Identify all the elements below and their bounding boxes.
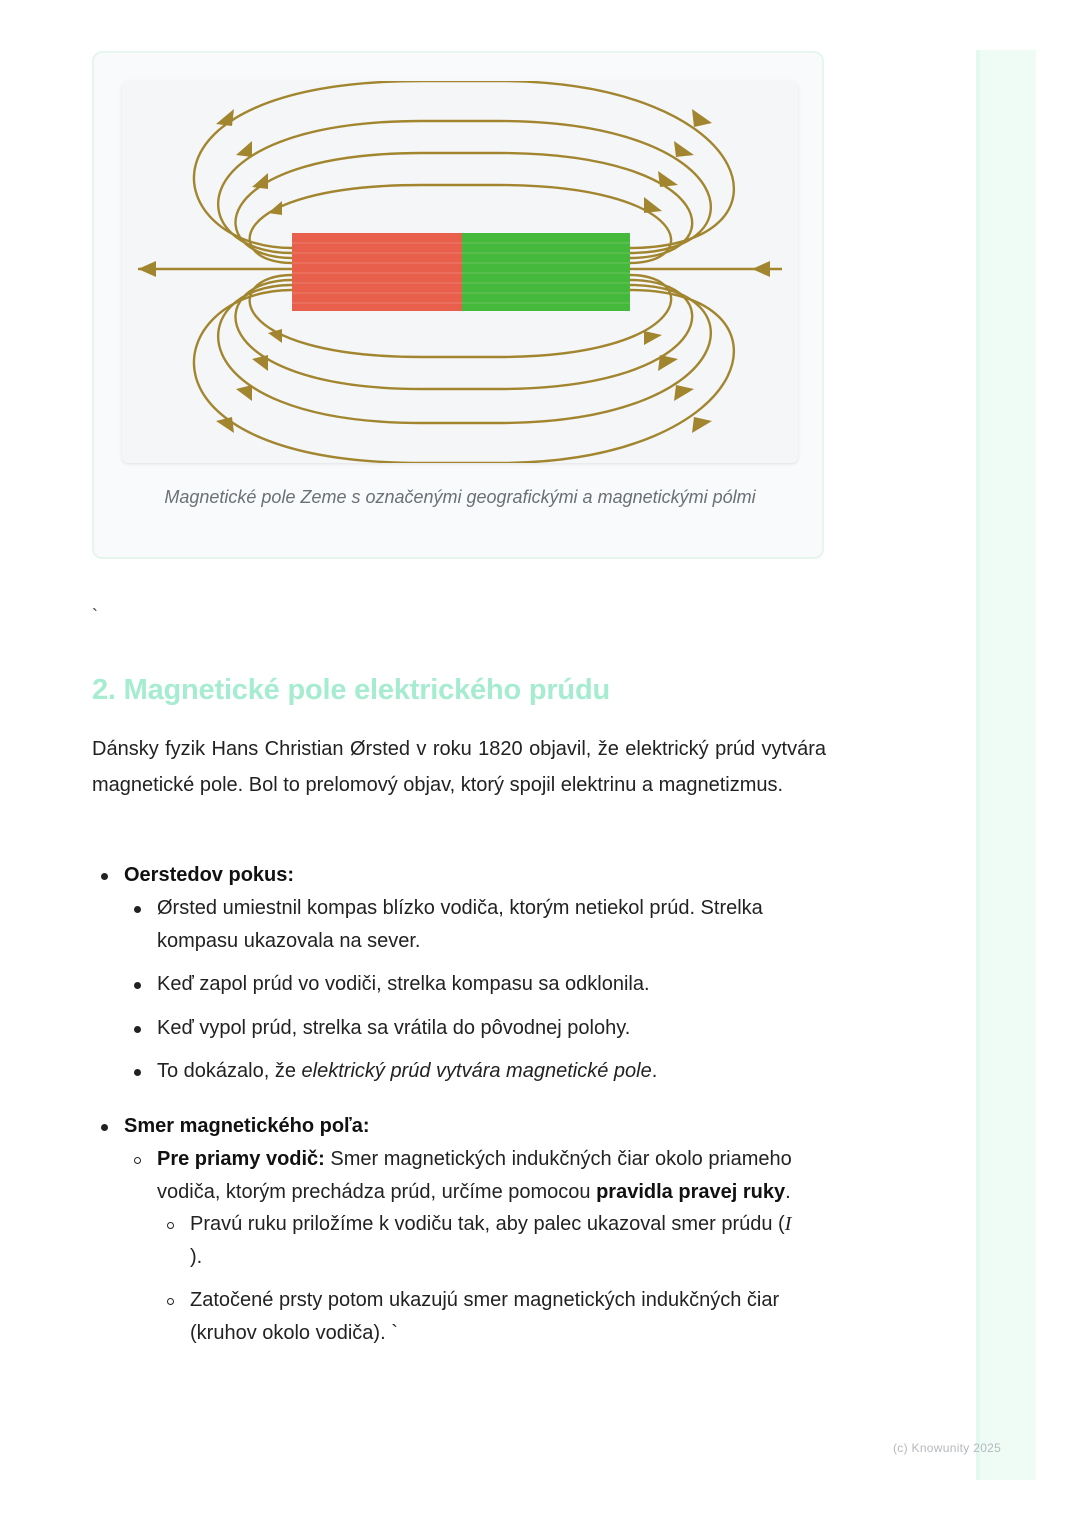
bullet-disc: [134, 1026, 141, 1033]
section-heading: 2. Magnetické pole elektrického prúdu: [92, 674, 610, 706]
oersted-item-4: To dokázalo, že elektrický prúd vytvára magnetické pole.: [157, 1060, 658, 1082]
stray-backtick: `: [92, 606, 98, 626]
bullet-circle: [167, 1222, 174, 1229]
bullet-disc: [101, 873, 108, 880]
rule-2-line-2: (kruhov okolo vodiča). `: [190, 1322, 398, 1344]
rule-2-line-1: Zatočené prsty potom ukazujú smer magnetických indukčných čiar: [190, 1289, 780, 1311]
oersted-item-1-line-1: Ørsted umiestnil kompas blízko vodiča, ktorým netiekol prúd. Strelka: [157, 897, 763, 919]
oersted-item-3: Keď vypol prúd, strelka sa vrátila do pôvodnej polohy.: [157, 1017, 631, 1039]
bullet-circle: [167, 1298, 174, 1305]
rule-1-line-1: Pravú ruku priložíme k vodiču tak, aby palec ukazoval smer prúdu (I: [190, 1213, 792, 1235]
oersted-title: Oerstedov pokus:: [124, 864, 295, 886]
rule-1-line-2: ).: [190, 1246, 203, 1268]
sidebar-stripe: [976, 50, 1036, 1480]
figure-caption: Magnetické pole Zeme s označenými geografickými a magnetickými pólmi: [164, 487, 756, 507]
oersted-item-2: Keď zapol prúd vo vodiči, strelka kompasu sa odklonila.: [157, 973, 650, 995]
direction-title: Smer magnetického poľa:: [124, 1115, 370, 1137]
magnet-south-pole: [462, 233, 630, 311]
figure-card: [92, 51, 824, 559]
magnet-north-pole: [292, 233, 462, 311]
watermark: (c) Knowunity 2025: [893, 1441, 1002, 1455]
bullet-disc: [134, 906, 141, 913]
bar-magnet-field-image: [122, 81, 798, 463]
magnetic-field-illustration: [122, 81, 798, 463]
direction-sub-line-2: vodiča, ktorým prechádza prúd, určíme pomocou pravidla pravej ruky.: [157, 1181, 791, 1203]
bullet-disc: [134, 982, 141, 989]
bullet-disc: [101, 1124, 108, 1131]
bullet-circle: [134, 1157, 141, 1164]
intro-paragraph: Dánsky fyzik Hans Christian Ørsted v roku 1820 objavil, že elektrický prúd vytvára magnetické pole. Bol to prelomový objav, ktorý spojil elektrinu a magnetizmus.: [92, 738, 826, 796]
direction-sub-line-1: Pre priamy vodič: Smer magnetických indukčných čiar okolo priameho: [157, 1148, 792, 1170]
bullet-disc: [134, 1069, 141, 1076]
oersted-item-1-line-2: kompasu ukazovala na sever.: [157, 930, 421, 952]
